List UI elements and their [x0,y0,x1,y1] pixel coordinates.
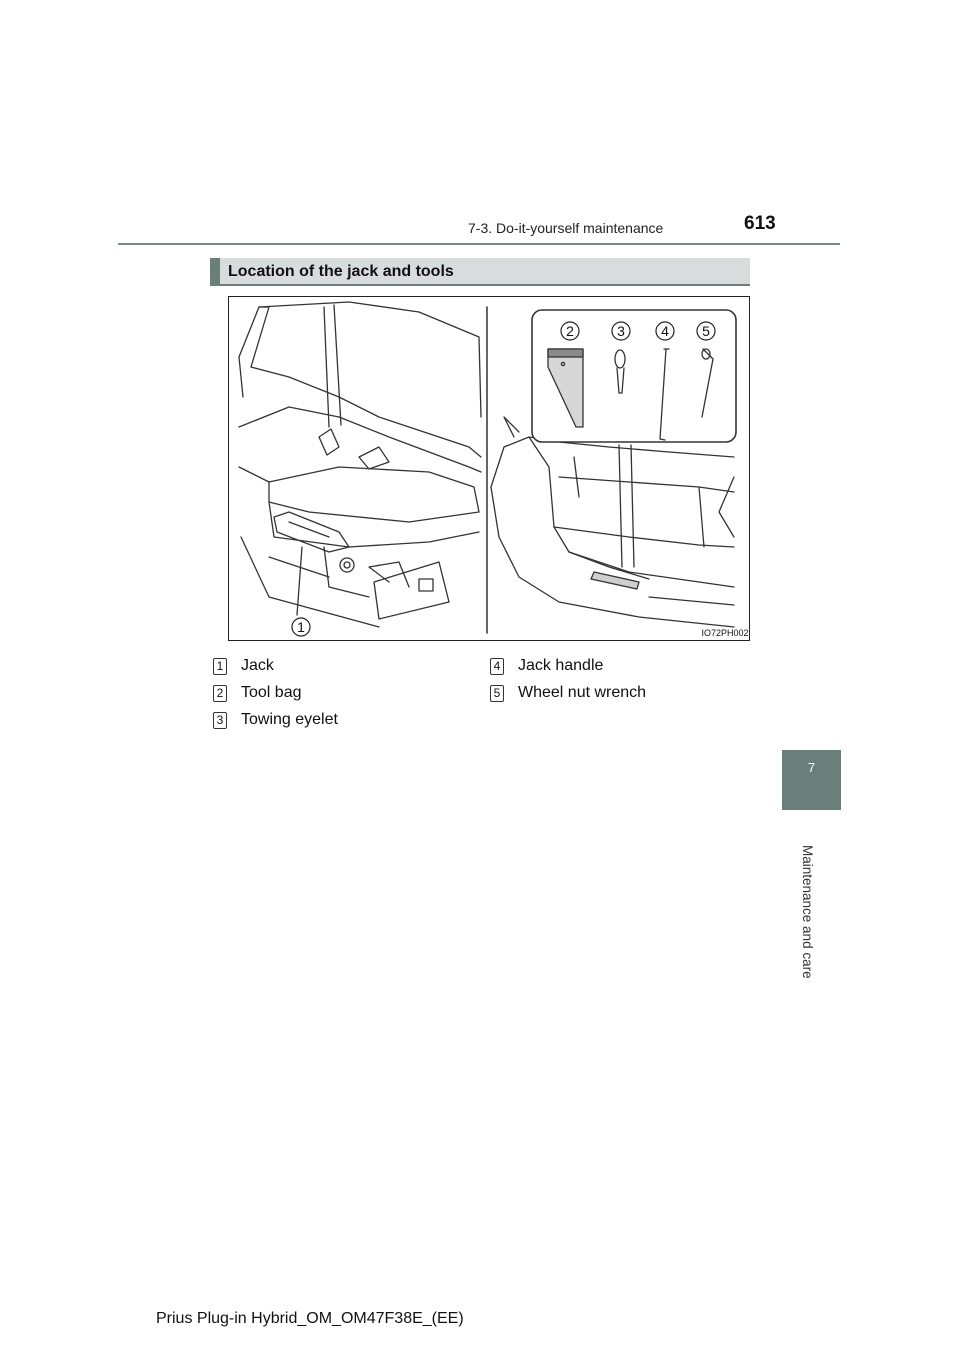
rear-seat-drawing [239,302,481,627]
floor-cover-drawing [374,562,449,619]
svg-text:5: 5 [702,323,710,339]
chapter-number: 7 [807,760,816,775]
leader-line-tools-b [631,445,634,567]
svg-text:4: 4 [661,323,669,339]
legend-text: Tool bag [241,684,302,701]
callout-5 [697,322,715,340]
figure-code: IO72PH002 [701,628,749,638]
svg-text:3: 3 [617,323,625,339]
legend-text: Wheel nut wrench [518,684,647,701]
section-label: 7-3. Do-it-yourself maintenance [468,220,664,236]
legend-number: 2 [213,685,227,702]
svg-text:1: 1 [297,619,305,635]
callout-4 [656,322,674,340]
leader-line-tools-a [619,445,622,567]
callout-1 [292,618,310,636]
document-footer: Prius Plug-in Hybrid_OM_OM47F38E_(EE) [156,1310,464,1327]
illustration-frame [228,296,750,641]
chapter-tab [782,750,841,810]
page-number: 613 [744,213,776,234]
legend-item-tool-bag [213,682,302,704]
chapter-label: Maintenance and care [800,845,815,979]
svg-text:2: 2 [566,323,574,339]
callout-3 [612,322,630,340]
legend-item-jack-handle [490,655,603,677]
legend-number: 3 [213,712,227,729]
legend-text: Jack handle [518,657,604,674]
legend-text: Jack [241,657,274,674]
legend-number: 5 [490,685,504,702]
legend-number: 4 [490,658,504,675]
legend-item-wheel-nut-wrench [490,682,646,704]
luggage-area-drawing [491,417,734,627]
header-divider [118,243,840,245]
title-accent [210,258,220,286]
legend-text: Towing eyelet [241,711,338,728]
section-title: Location of the jack and tools [228,263,454,280]
jack-tools-illustration [229,297,749,640]
legend-number: 1 [213,658,227,675]
legend-item-jack [213,655,274,677]
jack-drawing [274,512,409,597]
legend-item-towing-eyelet [213,709,338,731]
callout-2 [561,322,579,340]
